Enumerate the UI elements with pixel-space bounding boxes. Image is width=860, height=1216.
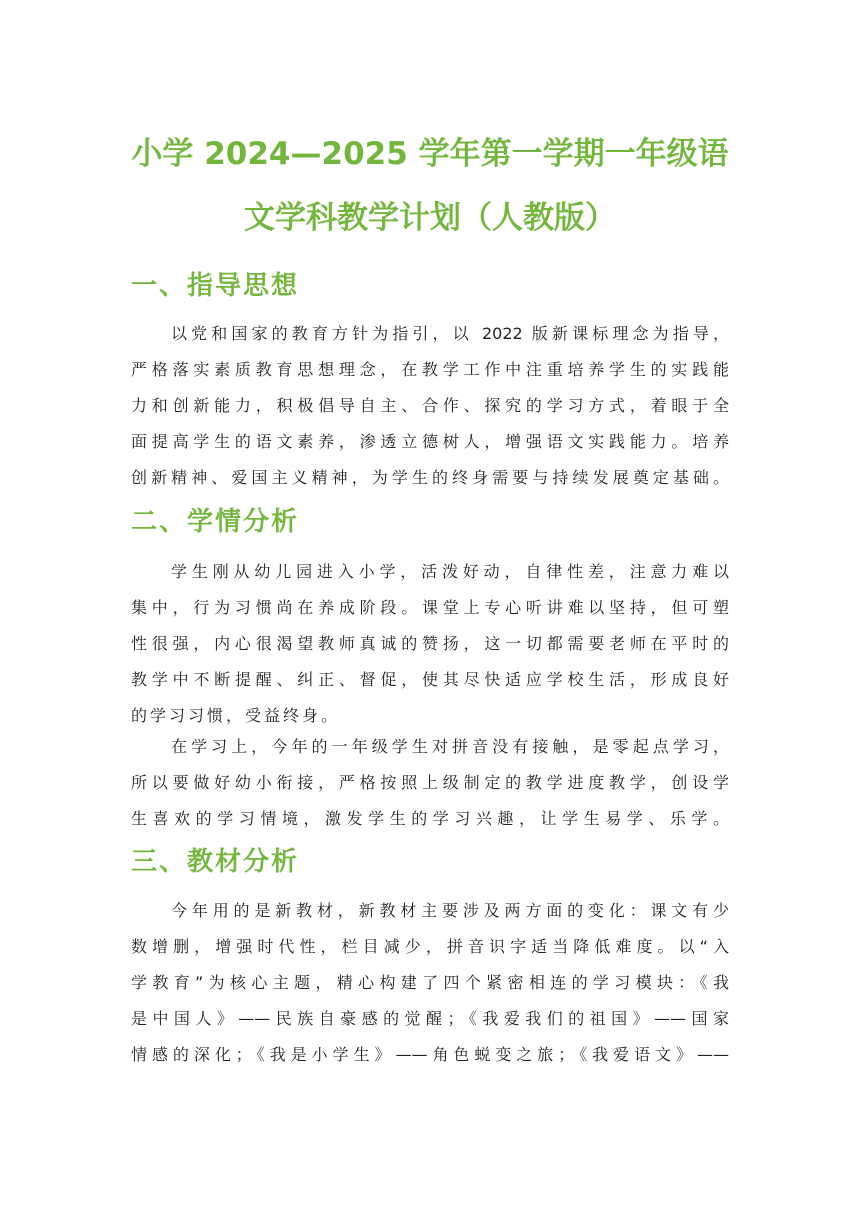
paragraph-line: 面提高学生的语文素养，渗透立德树人，增强语文实践能力。培养: [131, 432, 729, 451]
paragraph-line: 数增删，增强时代性，栏目减少，拼音识字适当降低难度。以“入: [131, 937, 729, 956]
document-title-line-1: 小学 2024—2025 学年第一学期一年级语: [131, 136, 729, 172]
paragraph-line: 创新精神、爱国主义精神，为学生的终身需要与持续发展奠定基础。: [131, 468, 729, 487]
paragraph-line: 严格落实素质教育思想理念，在教学工作中注重培养学生的实践能: [131, 360, 729, 379]
paragraph-line: 教学中不断提醒、纠正、督促，使其尽快适应学校生活，形成良好: [131, 670, 729, 689]
paragraph-line: 集中，行为习惯尚在养成阶段。课堂上专心听讲难以坚持，但可塑: [131, 598, 729, 617]
paragraph-line: 力和创新能力，积极倡导自主、合作、探究的学习方式，着眼于全: [131, 396, 729, 415]
paragraph-line: 所以要做好幼小衔接，严格按照上级制定的教学进度教学，创设学: [131, 773, 729, 792]
paragraph-line: 今年用的是新教材，新教材主要涉及两方面的变化：课文有少: [171, 901, 729, 920]
paragraph-line: 学教育”为核心主题，精心构建了四个紧密相连的学习模块：《我: [131, 973, 729, 992]
paragraph-line: 学生刚从幼儿园进入小学，活泼好动，自律性差，注意力难以: [171, 562, 729, 581]
section-heading-student-analysis: 二、学情分析: [131, 507, 300, 537]
section-heading-textbook-analysis: 三、教材分析: [131, 847, 300, 877]
paragraph-line: 以党和国家的教育方针为指引，以 2022 版新课标理念为指导，: [171, 324, 729, 343]
paragraph-line: 情感的深化；《我是小学生》——角色蜕变之旅；《我爱语文》——: [131, 1045, 729, 1064]
paragraph-line: 生喜欢的学习情境，激发学生的学习兴趣，让学生易学、乐学。: [131, 809, 729, 828]
paragraph-line: 在学习上，今年的一年级学生对拼音没有接触，是零起点学习，: [171, 737, 729, 756]
document-title-line-2: 文学科教学计划（人教版）: [244, 200, 616, 236]
section-heading-guiding-thought: 一、指导思想: [131, 271, 300, 301]
paragraph-line: 的学习习惯，受益终身。: [131, 706, 341, 725]
paragraph-line: 性很强，内心很渴望教师真诚的赞扬，这一切都需要老师在平时的: [131, 634, 729, 653]
paragraph-line: 是中国人》——民族自豪感的觉醒；《我爱我们的祖国》——国家: [131, 1009, 729, 1028]
